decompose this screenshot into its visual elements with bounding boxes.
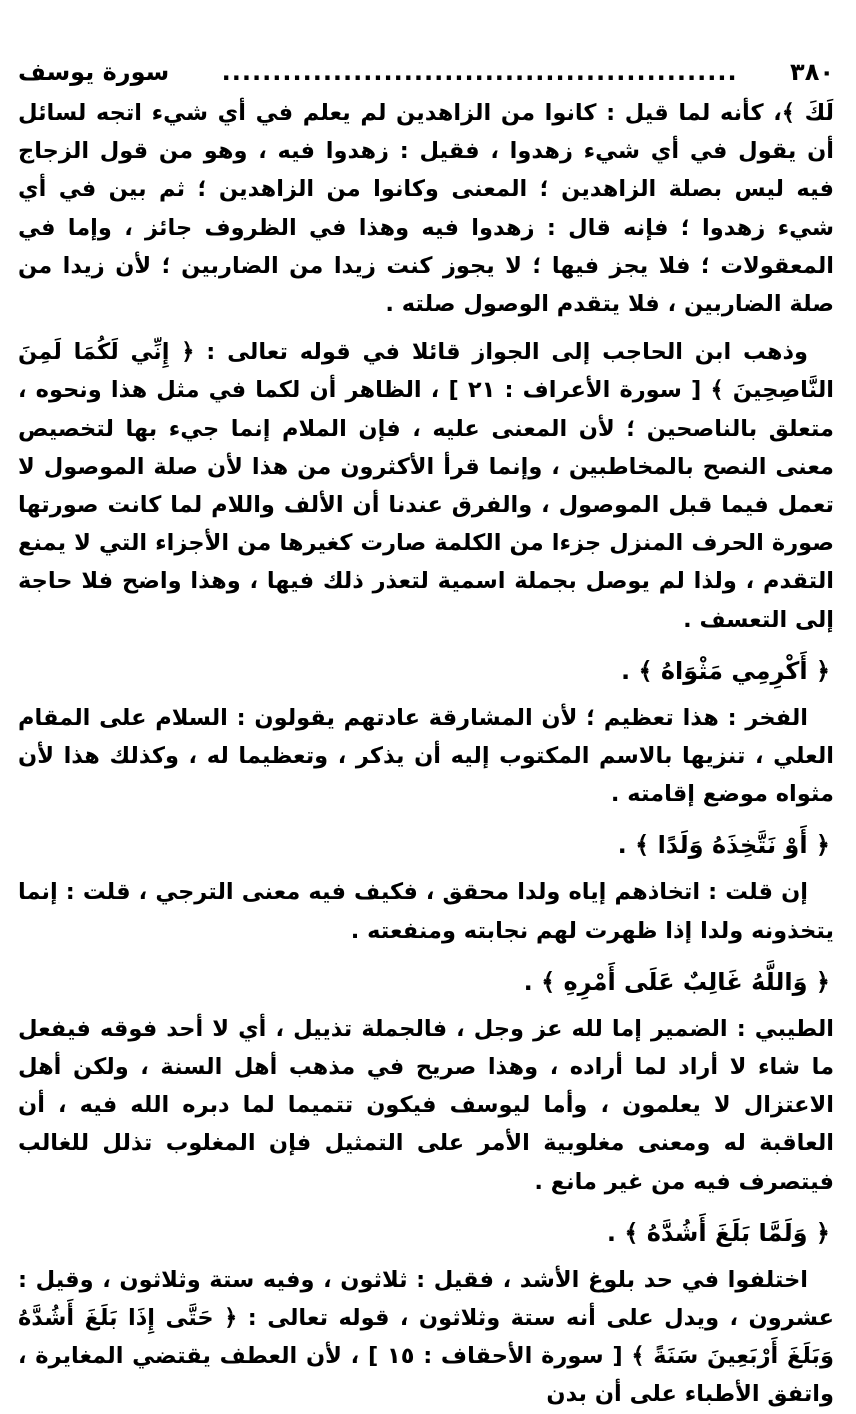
paragraph-3: الفخر : هذا تعظيم ؛ لأن المشارقة عادتهم يقولون : السلام على المقام العلي ، تنزيها بالاسم المكتوب إليه أن يذكر ، وتعظيما له ، وكذلك هذا لأن مثواه موضع إقامته . [18,704,834,808]
verse-heading-2: ﴿ أَوْ نَتَّخِذَهُ وَلَدًا ﴾ . [617,831,830,860]
verse-heading-3: ﴿ وَاللَّهُ غَالِبٌ عَلَى أَمْرِهِ ﴾ . [523,967,830,996]
paragraph-2: وذهب ابن الحاجب إلى الجواز قائلا في قوله تعالى : ﴿ إِنِّي لَكُمَا لَمِنَ النَّاصِحِينَ ﴾ [ سورة الأعراف : ٢١ ] ، الظاهر أن لكما في مثل هذا ونحوه ، متعلق بالناصحين ؛ لأن المعنى عليه ، فإن الملام إنما جيء بها لتخصيص معنى النصح بالمخاطبين ، وإنما قرأ الأكثرون من هذا لأن صلة الموصول لا تعمل فيما قبل الموصول ، والفرق عندنا أن الألف واللام لما كانت صورتها صورة الحرف المنزل جزءا من الكلمة صارت كغيرها من الأجزاء التي لا يمنع التقدم ، ولذا لم يوصل بجملة اسمية لتعذر ذلك فيها ، وهذا واضح فلا حاجة إلى التعسف . [18,339,834,633]
verse-heading-1: ﴿ أَكْرِمِي مَثْوَاهُ ﴾ . [620,656,830,685]
verse-heading-4: ﴿ وَلَمَّا بَلَغَ أَشُدَّهُ ﴾ . [606,1218,830,1247]
paragraph-6: اختلفوا في حد بلوغ الأشد ، فقيل : ثلاثون ، وفيه ستة وثلاثون ، وقيل : عشرون ، ويدل على أنه ستة وثلاثون ، قوله تعالى : ﴿ حَتَّى إِذَا بَلَغَ أَشُدَّهُ وَبَلَغَ أَرْبَعِينَ سَنَةً ﴾ [ سورة الأحقاف : ١٥ ] ، لأن العطف يقتضي المغايرة ، واتفق الأطباء على أن بدن [18,1266,834,1408]
document-page [18,52,834,1414]
page-number: ٣٨٠ [790,58,834,86]
header-dot-leader: ................................................... [221,58,738,86]
paragraph-1: لَكَ ﴾، كأنه لما قيل : كانوا من الزاهدين لم يعلم في أي شيء اتجه لسائل أن يقول في أي شيء زهدوا ، فقيل : زهدوا فيه ، وهو من قول الزجاج فيه ليس بصلة الزاهدين ؛ المعنى وكانوا من الزاهدين ؛ ثم بين في أي شيء زهدوا ؛ فإنه قال : زهدوا فيه وهذا في الظروف جائز ، وإما في المعقولات ؛ فلا يجز فيها ؛ لا يجوز كنت زيدا من الضاربين ؛ لأن زيدا من صلة الضاربين ، فلا يتقدم الوصول صلته . [18,100,834,318]
paragraph-4: إن قلت : اتخاذهم إياه ولدا محقق ، فكيف فيه معنى الترجي ، قلت : إنما يتخذونه ولدا إذا ظهرت لهم نجابته ومنفعته . [18,879,834,944]
surah-title: سورة يوسف [18,58,170,86]
paragraph-5: الطيبي : الضمير إما لله عز وجل ، فالجملة تذييل ، أي لا أحد فوقه فيفعل ما شاء لا أراد لما أراده ، وهذا صريح في مذهب أهل السنة ، ولكن أهل الاعتزال لا يعلمون ، وأما ليوسف فيكون تتميما لما دبره الله فيه ، أن العاقبة له ومعنى مغلوبية الأمر على التمثيل فإن المغلوب تذلل للغالب فيتصرف فيه من غير مانع . [18,1015,834,1195]
page-header [18,52,834,94]
